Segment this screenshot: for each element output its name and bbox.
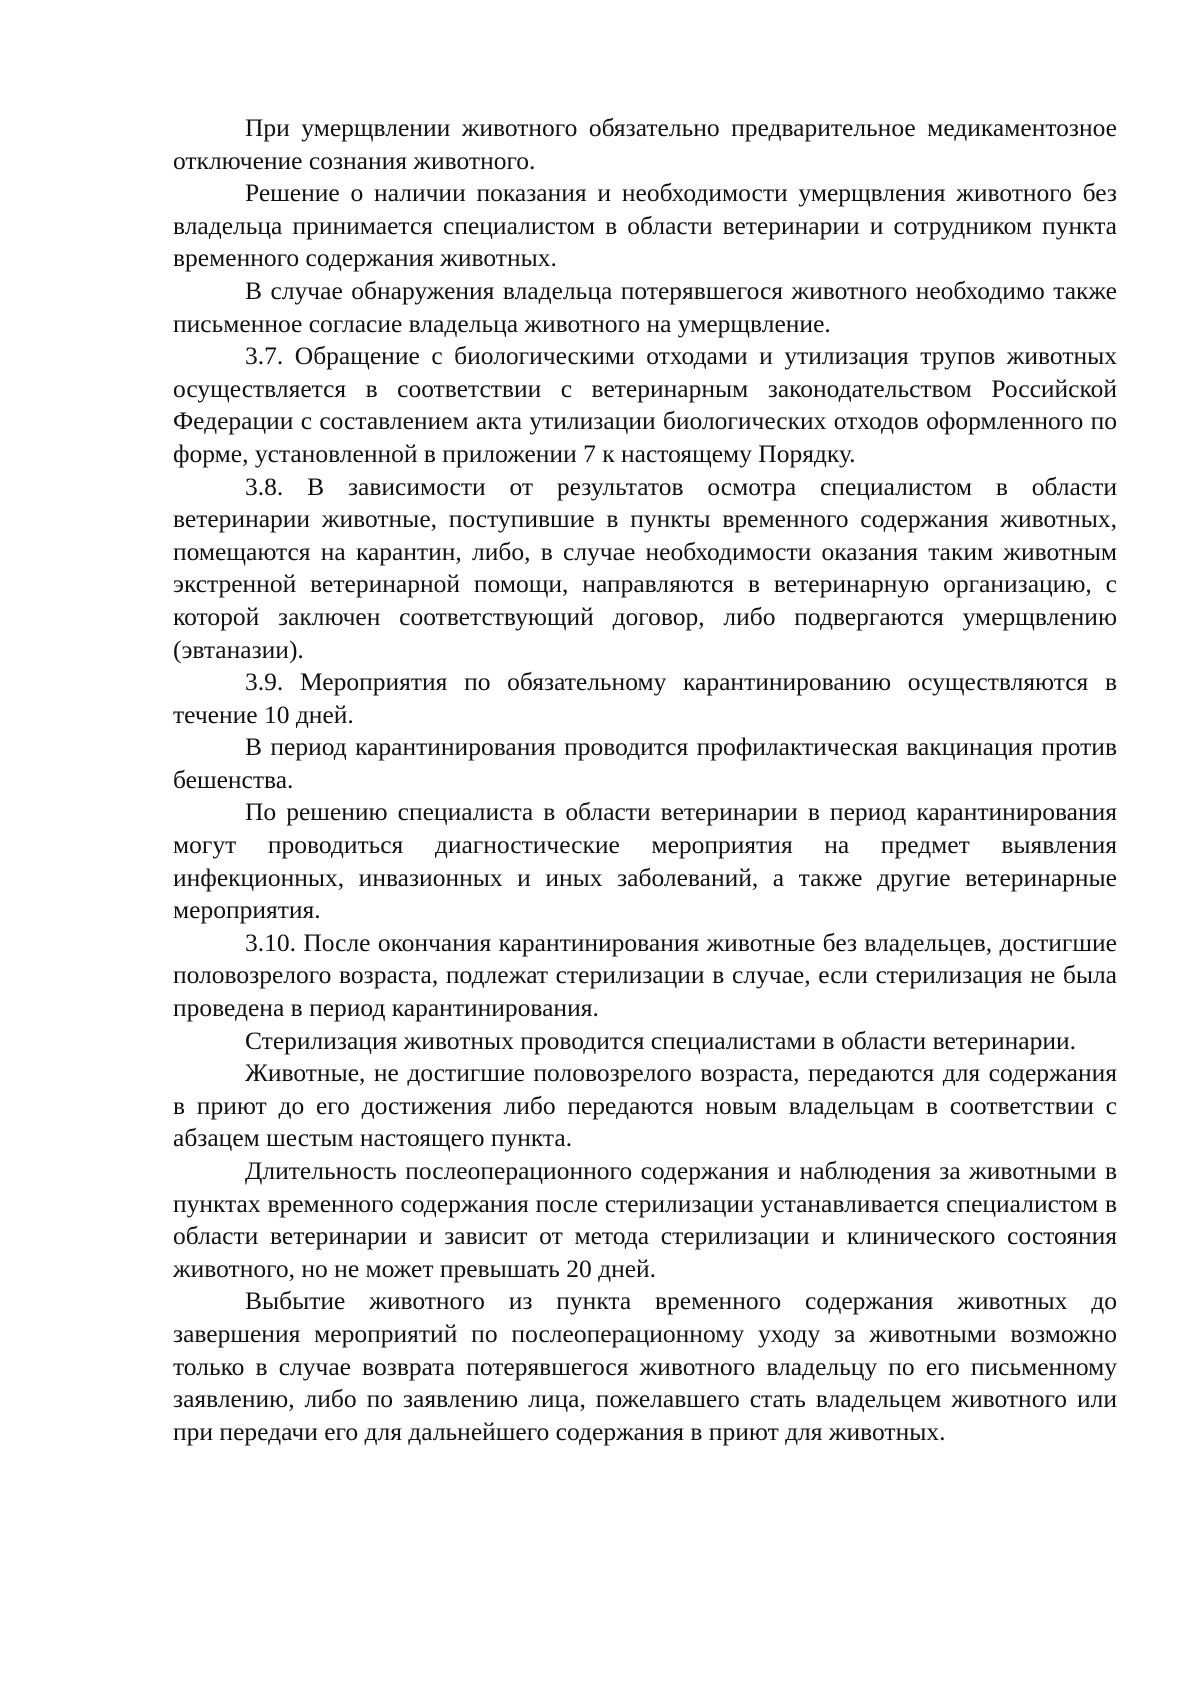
paragraph-immature-animals: Животные, не достигшие половозрелого возраста, передаются для содержания в приют до его достижения либо передаются новым владельцам в соответствии с абзацем шестым настоящего пункта. — [173, 1058, 1117, 1153]
document-body — [173, 112, 1117, 1448]
paragraph-euthanasia-decision: Решение о наличии показания и необходимости умерщвления животного без владельца принимается специалистом в области ветеринарии и сотрудником пункта временного содержания животных. — [173, 178, 1117, 273]
paragraph-postoperative-duration: Длительность послеоперационного содержания и наблюдения за животными в пунктах временного содержания после стерилизации устанавливается специалистом в области ветеринарии и зависит от метода стерилизации и клинического состояния животного, но не может превышать 20 дней. — [173, 1156, 1117, 1283]
paragraph-sterilization-specialists: Стерилизация животных проводится специалистами в области ветеринарии. — [245, 1025, 1077, 1055]
paragraph-3-10: 3.10. После окончания карантинирования животные без владельцев, достигшие половозрелого возраста, подлежат стерилизации в случае, если стерилизация не была проведена в период карантинирования. — [173, 927, 1117, 1023]
paragraph-diagnostics: По решению специалиста в области ветеринарии в период карантинирования могут проводиться диагностические мероприятия на предмет выявления инфекционных, инвазионных и иных заболеваний, а также другие ветеринарные мероприятия. — [173, 797, 1117, 925]
paragraph-3-8: 3.8. В зависимости от результатов осмотра специалистом в области ветеринарии животные, поступившие в пункты временного содержания животных, помещаются на карантин, либо, в случае необходимости оказания таким животным экстренной ветеринарной помощи, направляются в ветеринарную организацию, с которой заключен соответствующий договор, либо подвергаются умерщвлению (эвтаназии). — [173, 471, 1117, 664]
paragraph-vaccination: В период карантинирования проводится профилактическая вакцинация против бешенства. — [173, 732, 1117, 794]
paragraph-3-7: 3.7. Обращение с биологическими отходами и утилизация трупов животных осуществляется в соответствии с ветеринарным законодательством Российской Федерации с составлением акта утилизации биологических отходов оформленного по форме, установленной в приложении 7 к настоящему Порядку. — [173, 341, 1117, 468]
paragraph-owner-consent: В случае обнаружения владельца потерявшегося животного необходимо также письменное согласие владельца животного на умерщвление. — [173, 275, 1117, 338]
paragraph-early-release: Выбытие животного из пункта временного содержания животных до завершения мероприятий по послеоперационному уходу за животными возможно только в случае возврата потерявшегося животного владельцу по его письменному заявлению, либо по заявлению лица, пожелавшего стать владельцем животного или при передачи его для дальнейшего содержания в приют для животных. — [173, 1286, 1117, 1446]
paragraph-euthanasia-sedation: При умерщвлении животного обязательно предварительное медикаментозное отключение сознания животного. — [173, 113, 1117, 175]
paragraph-3-9: 3.9. Мероприятия по обязательному карантинированию осуществляются в течение 10 дней. — [173, 667, 1117, 729]
